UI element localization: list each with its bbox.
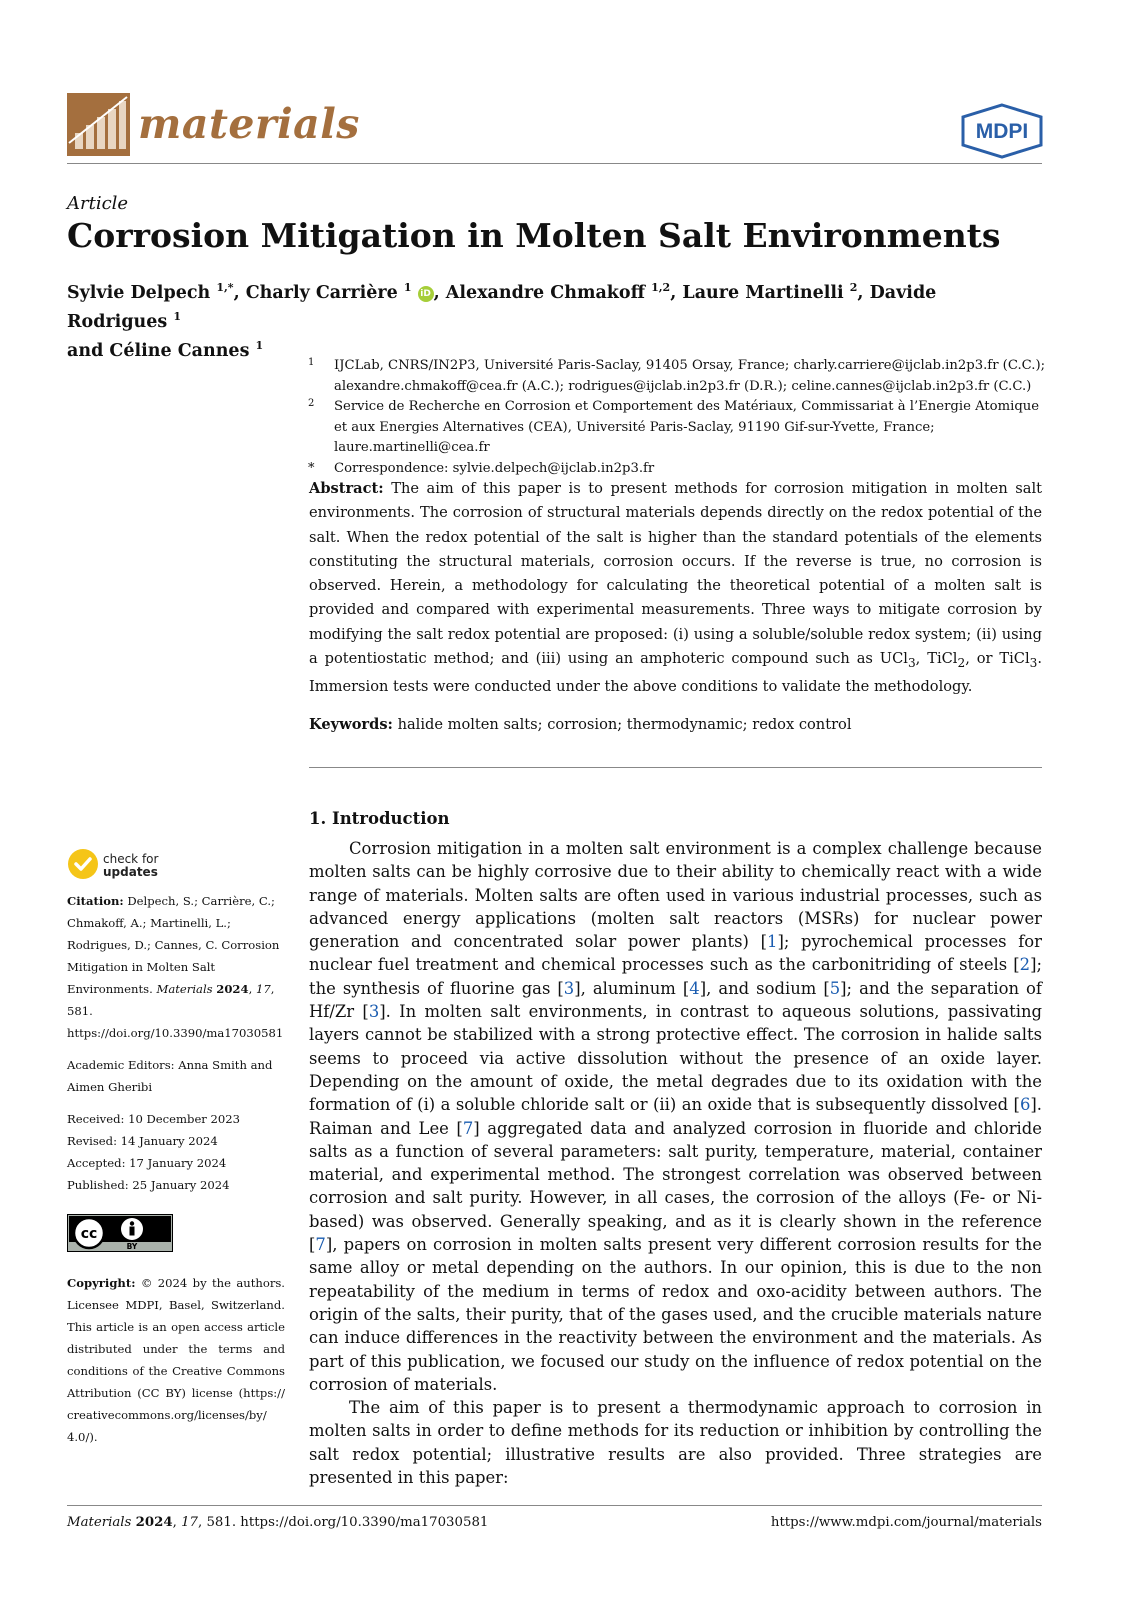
citation-journal: Materials (156, 982, 213, 996)
check-for-updates-button[interactable] (67, 848, 187, 882)
check-updates-label: check for (103, 852, 159, 866)
body-text-segment: ]. Raiman and Lee [ (309, 1095, 1042, 1138)
affiliation-text: IJCLab, CNRS/IN2P3, Université Paris-Saclay, 91405 Orsay, France; charly.carriere@ijclab.in2p3.fr (C.C.); alexandre.chmakoff@cea.fr (A.C.); rodrigues@ijclab.in2p3.fr (D.R.); celine.cannes@ijclab.in2p3.fr (C.C.) (334, 358, 1046, 394)
author-separator: , (233, 282, 240, 303)
footer-journal-url[interactable]: https://www.mdpi.com/journal/materials (770, 1515, 1042, 1530)
keywords-label: Keywords: (309, 716, 393, 733)
reference-link[interactable]: 7 (315, 1235, 326, 1255)
abstract-text: . Immersion tests were conducted under the above conditions to validate the methodology. (309, 650, 1042, 696)
author-name: Davide Rodrigues (67, 282, 937, 332)
header-divider (67, 163, 1042, 164)
reference-link[interactable]: 7 (462, 1118, 474, 1138)
footer-divider (67, 1505, 1042, 1506)
keywords (309, 716, 1042, 733)
citation-year: 2024 (216, 982, 249, 996)
cc-by-label: BY (126, 1242, 138, 1251)
author-name: Céline Cannes (109, 340, 250, 361)
copyright-notice (67, 1272, 285, 1448)
subscript: 3 (907, 655, 916, 670)
check-updates-label: updates (103, 865, 158, 879)
author-list (67, 276, 1027, 362)
author-affiliation-mark: 1,* (216, 281, 234, 294)
author-and: and (67, 340, 104, 361)
author-separator: , (857, 282, 864, 303)
keywords-text: halide molten salts; corrosion; thermodynamic; redox control (397, 716, 852, 733)
abstract-divider (309, 767, 1042, 768)
affiliation-mark: 2 (308, 398, 315, 409)
journal-name: materials (138, 100, 360, 148)
body-text-segment: Corrosion mitigation in a molten salt environment is a complex challenge because molten salts can be highly corrosive due to their ability to chemically react with a wide range of materials. Molten salts are often used in various industrial processes, such as advanced energy applications (molten salt reactors (MSRs) for nuclear power generation and concentrated solar power plants) [ (309, 839, 1042, 952)
article-type: Article (67, 193, 129, 214)
correspondence-item (308, 459, 1048, 480)
subscript: 3 (1029, 655, 1038, 670)
reference-link[interactable]: 2 (1019, 955, 1031, 975)
author-separator: , (433, 282, 440, 303)
affiliation-mark: 1 (308, 357, 315, 368)
copyright-text: © 2024 by the authors. Licensee MDPI, Basel, Switzerland. This article is an open access article distributed under the terms and conditions of the Creative Commons Attribution (CC BY) license (https:// creativecommons.org/licenses/by/ 4.0/). (67, 1276, 285, 1444)
check-updates-icon (67, 848, 99, 880)
body-paragraph (309, 837, 1042, 1396)
body-text-segment: ], aluminum [ (574, 978, 690, 998)
footer-citation: Materials 2024, 17, 581. https://doi.org/10.3390/ma17030581 (67, 1515, 489, 1530)
citation-volume: 17 (255, 982, 271, 996)
citation-label: Citation: (67, 894, 124, 908)
body-text-segment: ]. In molten salt environments, in contrast to aqueous solutions, passivating layers cannot be stabilized with a strong protective effect. The corrosion in halide salts seems to proceed via active dissolution without the presence of an oxide layer. Depending on the amount of oxide, the metal degrades due to its oxidation with the formation of (i) a soluble chloride salt or (ii) an oxide that is subsequently dissolved [ (309, 1002, 1042, 1115)
reference-link[interactable]: 3 (563, 978, 575, 998)
body-text-segment: ]; pyrochemical processes for nuclear fuel treatment and chemical processes such as the carbonitriding of steels [ (309, 932, 1042, 975)
author-affiliation-mark: 1,2 (651, 281, 671, 294)
body-text-segment: ] aggregated data and analyzed corrosion in fluoride and chloride salts as a function of several parameters: salt purity, temperature, material, container material, and experimental method. The strongest correlation was observed between corrosion and salt purity. However, in all cases, the corrosion of the alloys (Fe- or Ni-based) was observed. Generally speaking, and as it is clearly shown in the reference [ (309, 1118, 1042, 1255)
journal-logo-icon (67, 93, 130, 156)
cc-by-license-icon[interactable] (67, 1214, 173, 1252)
subscript: 2 (957, 655, 966, 670)
affiliations (308, 356, 1048, 479)
author-affiliation-mark: 1 (173, 309, 182, 323)
reference-link[interactable]: 3 (368, 1002, 380, 1022)
section-heading: 1. Introduction (309, 809, 450, 828)
body-text-segment: ], and sodium [ (699, 978, 830, 998)
author-affiliation-mark: 1 (255, 338, 264, 352)
author-name: Sylvie Delpech (67, 282, 211, 303)
affiliation-item (308, 397, 1048, 459)
citation-doi[interactable]: , 581. https://doi.org/10.3390/ma17030581 (67, 982, 284, 1040)
correspondence-text: Correspondence: sylvie.delpech@ijclab.in2p3.fr (334, 460, 655, 476)
author-name: Laure Martinelli (682, 282, 844, 303)
body-text (309, 837, 1042, 1489)
footer-journal: Materials (67, 1515, 132, 1530)
mdpi-logo-icon[interactable] (959, 103, 1045, 159)
abstract-text: , or TiCl (965, 650, 1030, 668)
footer-year: 2024 (135, 1515, 173, 1530)
reference-link[interactable]: 5 (829, 978, 841, 998)
academic-editors: Academic Editors: Anna Smith and Aimen Gheribi (67, 1058, 273, 1094)
body-text-segment: ]; and the separation of Hf/Zr [ (309, 978, 1042, 1022)
copyright-label: Copyright: (67, 1276, 136, 1290)
article-title: Corrosion Mitigation in Molten Salt Environments (67, 216, 1001, 255)
abstract-text: The aim of this paper is to present methods for corrosion mitigation in molten salt environments. The corrosion of structural materials depends directly on the redox potential of the salt. When the redox potential of the salt is higher than the standard potentials of the elements constituting the structural materials, corrosion occurs. If the reverse is true, no corrosion is observed. Herein, a methodology for calculating the theoretical potential of a molten salt is provided and compared with experimental measurements. Three ways to mitigate corrosion by modifying the salt redox potential are proposed: (i) using a soluble/soluble redox system; (ii) using a potentiostatic method; and (iii) using an amphoteric compound such as UCl (309, 480, 1042, 668)
reference-link[interactable]: 4 (689, 978, 700, 998)
author-affiliation-mark: 1 (403, 281, 412, 294)
author-name: Charly Carrière (245, 282, 398, 303)
footer-doi-link[interactable]: , 581. https://doi.org/10.3390/ma17030581 (198, 1515, 489, 1530)
received-date: Received: 10 December 2023 (67, 1112, 241, 1126)
body-paragraph: The aim of this paper is to present a thermodynamic approach to corrosion in molten salts in order to define methods for its reduction or inhibition by controlling the salt redox potential; illustrative results are also provided. Three strategies are presented in this paper: (309, 1398, 1042, 1488)
orcid-icon[interactable]: iD (418, 286, 434, 302)
body-text-segment: ]; the synthesis of fluorine gas [ (309, 955, 1042, 998)
published-date: Published: 25 January 2024 (67, 1178, 230, 1192)
citation: Citation: Delpech, S.; Carrière, C.; Chmakoff, A.; Martinelli, L.; Rodrigues, D.; Cannes, C. Corrosion Mitigation in Molten Salt Environments. Materials 2024, 17, 581. https://doi.org/10.3390/ma17030581 (67, 894, 284, 1040)
affiliation-text: Service de Recherche en Corrosion et Comportement des Matériaux, Commissariat à l’Energie Atomique et aux Energies Alternatives (CEA), Université Paris-Saclay, 91190 Gif-sur-Yvette, France; laure.martinelli@cea.fr (334, 399, 1040, 455)
body-text-segment: ], papers on corrosion in molten salts present very different corrosion results for the same alloy or metal depending on the authors. In our opinion, this is due to the non repeatability of the medium in terms of redox and oxo-acidity between authors. The origin of the salts, their purity, that of the gases used, and the crucible materials nature can induce differences in the reactivity between the environment and the materials. As part of this publication, we focused our study on the influence of redox potential on the corrosion of materials. (309, 1235, 1042, 1394)
author-name: Alexandre Chmakoff (445, 282, 645, 303)
publisher-name: MDPI (975, 120, 1029, 143)
author-separator: , (670, 282, 677, 303)
affiliation-item (308, 356, 1048, 397)
reference-link[interactable]: 6 (1019, 1095, 1031, 1115)
revised-date: Revised: 14 January 2024 (67, 1134, 218, 1148)
reference-link[interactable]: 1 (767, 932, 778, 952)
citation-text: Delpech, S.; Carrière, C.; Chmakoff, A.; Martinelli, L.; Rodrigues, D.; Cannes, C. Corrosion Mitigation in Molten Salt Environments. (67, 894, 280, 996)
footer-volume: 17 (181, 1515, 199, 1530)
accepted-date: Accepted: 17 January 2024 (67, 1156, 227, 1170)
abstract-text: , TiCl (915, 650, 958, 668)
cc-mark-text: cc (80, 1226, 98, 1242)
author-affiliation-mark: 2 (849, 281, 858, 294)
abstract (309, 477, 1042, 700)
sidebar (67, 890, 285, 1448)
abstract-label: Abstract: (309, 480, 384, 497)
affiliation-mark: * (308, 460, 315, 476)
